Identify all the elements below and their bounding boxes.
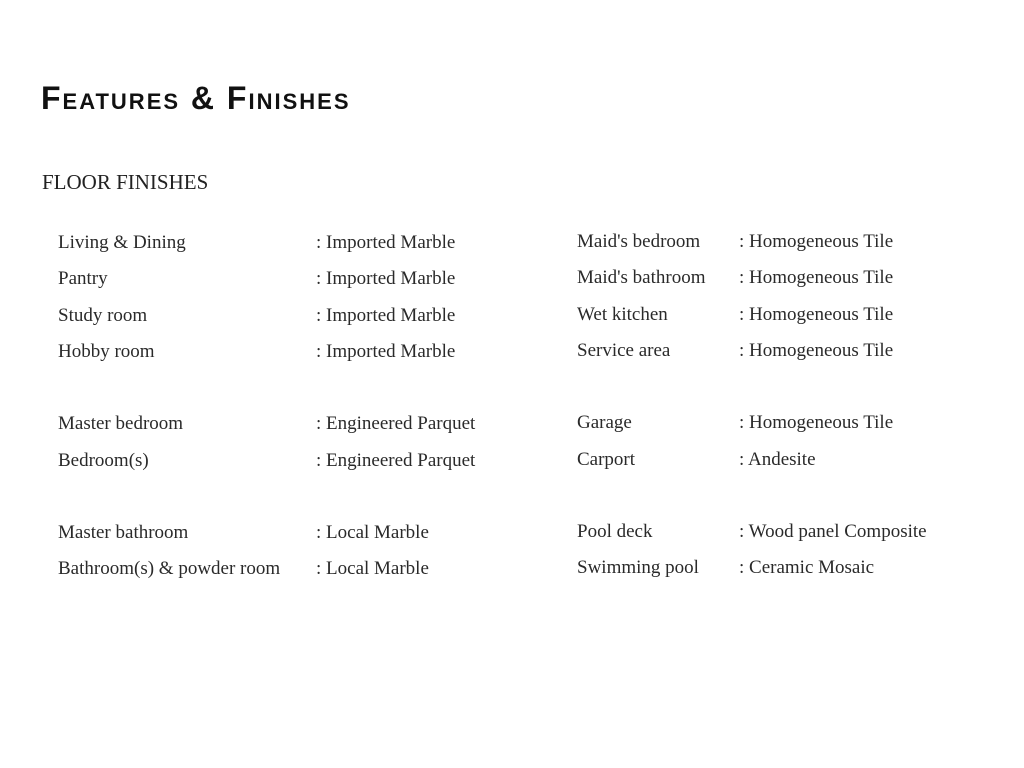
room-name: Service area	[577, 340, 671, 361]
finish-value: : Ceramic Mosaic	[739, 557, 875, 578]
finish-value: : Imported Marble	[316, 305, 456, 326]
room-name: Bedroom(s)	[58, 450, 149, 471]
room-name: Hobby room	[58, 341, 155, 362]
section-heading-floor-finishes: FLOOR FINISHES	[42, 170, 209, 194]
finish-value: : Engineered Parquet	[316, 450, 476, 471]
room-name: Wet kitchen	[577, 304, 668, 325]
room-name: Maid's bathroom	[577, 267, 706, 288]
room-name: Pool deck	[577, 521, 653, 542]
room-name: Study room	[58, 305, 148, 326]
room-name: Maid's bedroom	[577, 231, 701, 252]
finish-value: : Local Marble	[316, 522, 429, 543]
room-name: Master bedroom	[58, 413, 184, 434]
room-name: Master bathroom	[58, 522, 189, 543]
finish-value: : Homogeneous Tile	[739, 231, 894, 252]
finish-value: : Wood panel Composite	[739, 521, 927, 542]
finish-value: : Homogeneous Tile	[739, 412, 894, 433]
finish-value: : Imported Marble	[316, 341, 456, 362]
finish-value: : Homogeneous Tile	[739, 267, 894, 288]
room-name: Swimming pool	[577, 557, 699, 578]
room-name: Living & Dining	[58, 232, 186, 253]
finish-value: : Imported Marble	[316, 232, 456, 253]
finish-value: : Homogeneous Tile	[739, 304, 894, 325]
room-name: Carport	[577, 449, 636, 470]
finish-value: : Local Marble	[316, 558, 429, 579]
room-name: Garage	[577, 412, 632, 433]
finish-value: : Engineered Parquet	[316, 413, 476, 434]
finish-value: : Andesite	[739, 449, 816, 470]
finish-value: : Imported Marble	[316, 268, 456, 289]
finish-value: : Homogeneous Tile	[739, 340, 894, 361]
room-name: Bathroom(s) & powder room	[58, 558, 281, 579]
room-name: Pantry	[58, 268, 108, 289]
page-title: Features & Finishes	[41, 80, 351, 116]
